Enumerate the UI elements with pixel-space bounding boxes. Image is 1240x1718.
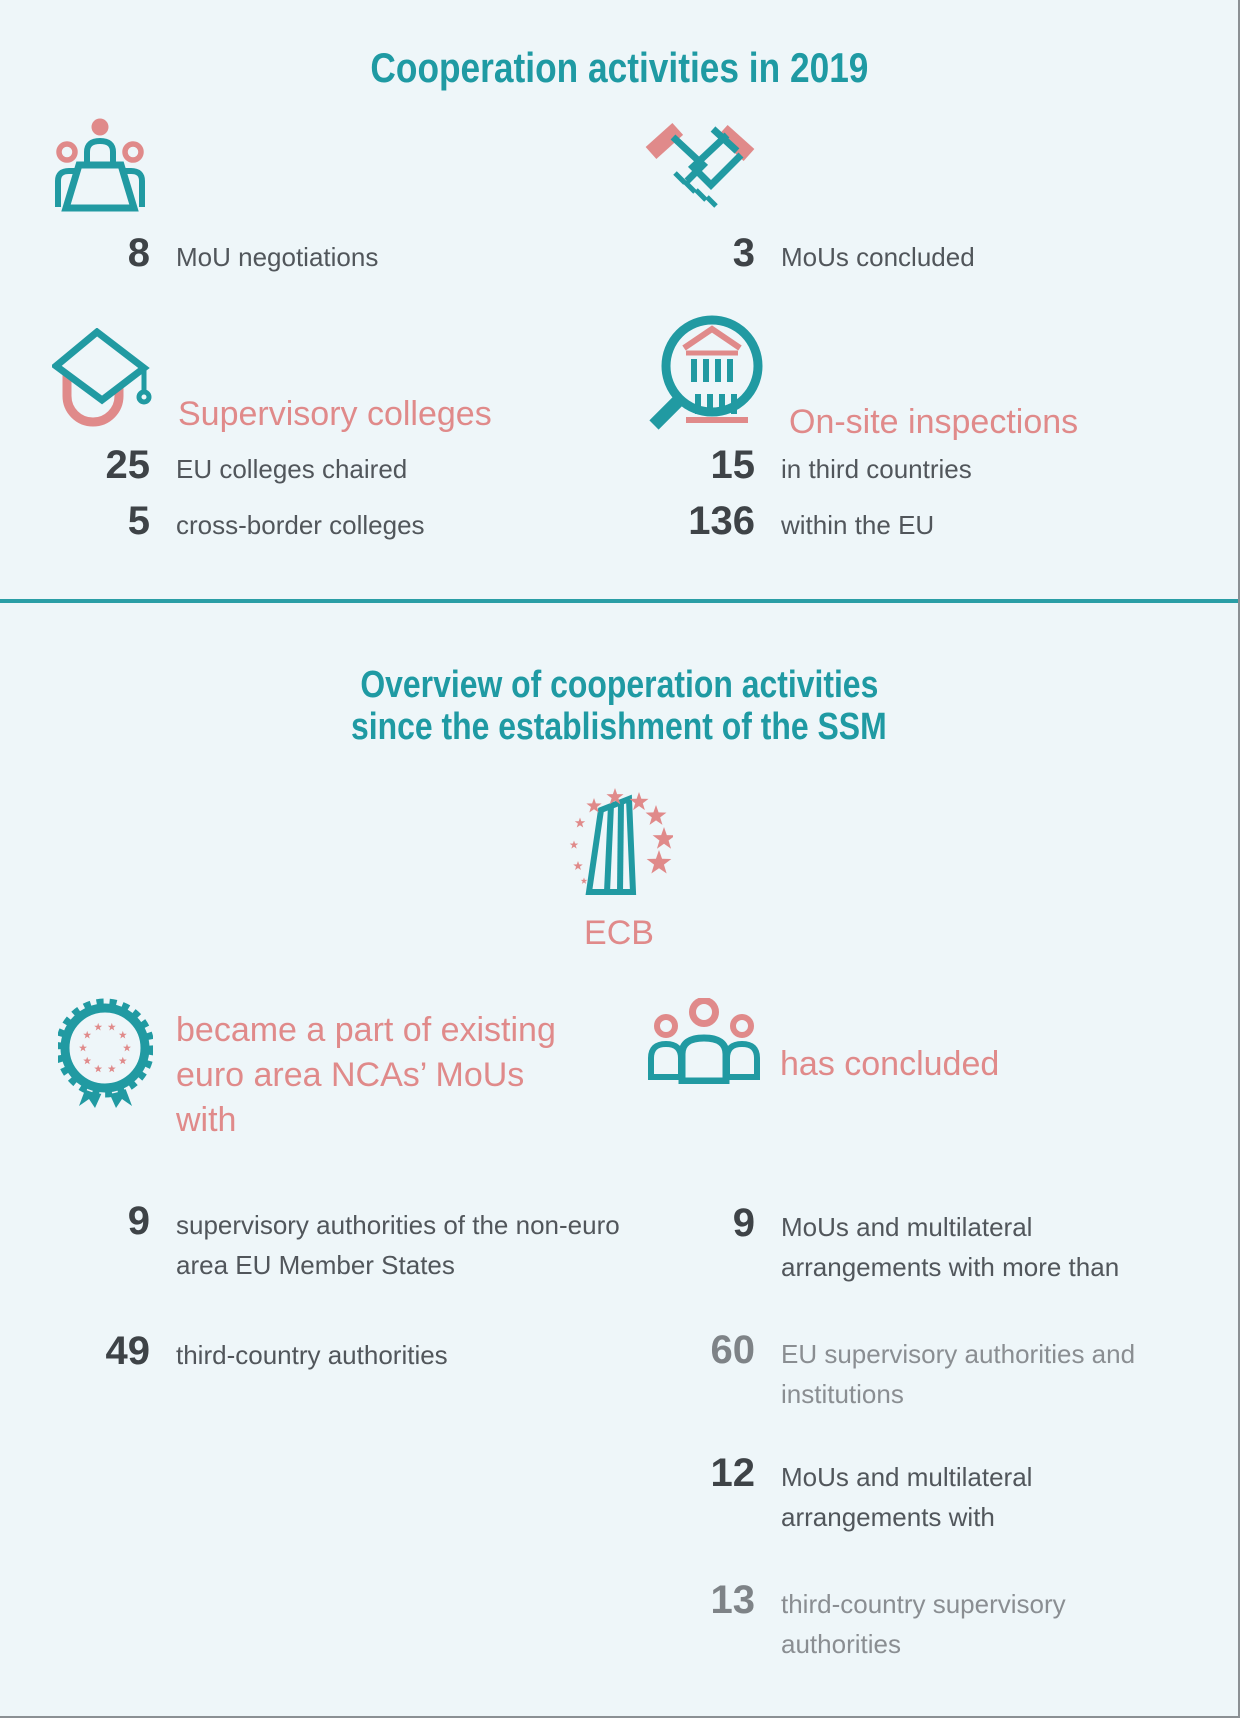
stat-eu-colleges-chaired [0, 445, 620, 489]
stat-mous-multilateral-9 [620, 1203, 1240, 1287]
stat-value: 9 [127, 1199, 150, 1243]
stat-label: EU colleges chaired [176, 454, 408, 484]
stat-value: 25 [105, 443, 150, 487]
stat-value: 9 [732, 1201, 755, 1245]
stat-value: 3 [732, 231, 755, 275]
ssm-section-title [0, 664, 1238, 748]
stat-mou-negotiations [0, 233, 620, 277]
people-group-icon [648, 998, 760, 1084]
rosette-icon [58, 998, 153, 1108]
stat-label: MoUs concluded [781, 242, 975, 272]
stat-non-euro-authorities [0, 1201, 620, 1285]
graduation-cap-icon [52, 328, 152, 428]
became-part-line2: euro area NCAs’ MoUs [176, 1056, 525, 1094]
meeting-icon [50, 115, 150, 215]
stat-label: MoUs and multilateral arrangements with more than [781, 1212, 1120, 1282]
stat-value: 12 [710, 1451, 755, 1495]
stat-inspections-within-eu [620, 501, 1240, 545]
stat-value: 8 [127, 231, 150, 275]
stat-label: MoU negotiations [176, 242, 379, 272]
stat-label: EU supervisory authorities and institutions [781, 1339, 1136, 1409]
has-concluded-header: has concluded [780, 1045, 1000, 1083]
became-part-line3: with [176, 1101, 237, 1139]
ecb-tower-icon [563, 788, 673, 903]
stat-label: MoUs and multilateral arrangements with [781, 1462, 1033, 1532]
stat-label: in third countries [781, 454, 972, 484]
stat-value: 60 [710, 1328, 755, 1372]
magnifier-building-icon [640, 296, 775, 431]
stat-third-country-authorities [0, 1331, 620, 1375]
stat-label: third-country supervisory authorities [781, 1589, 1066, 1659]
stat-label: within the EU [781, 510, 935, 540]
ecb-label: ECB [584, 914, 654, 952]
stat-eu-supervisory-authorities-60 [620, 1330, 1240, 1414]
stat-mous-concluded [620, 233, 1240, 277]
stat-inspections-third-countries [620, 445, 1240, 489]
handshake-icon [645, 115, 755, 210]
stat-value: 136 [688, 499, 755, 543]
stat-mous-multilateral-12 [620, 1453, 1240, 1537]
stat-cross-border-colleges [0, 501, 620, 545]
onsite-inspections-header: On-site inspections [789, 403, 1079, 441]
stat-third-country-supervisory-13 [620, 1580, 1240, 1664]
stat-value: 49 [105, 1329, 150, 1373]
ssm-title-line1: Overview of cooperation activities [360, 664, 878, 706]
stat-value: 13 [710, 1578, 755, 1622]
supervisory-colleges-header: Supervisory colleges [178, 395, 492, 433]
became-part-header [176, 1008, 556, 1143]
stat-value: 15 [710, 443, 755, 487]
ssm-title-line2: since the establishment of the SSM [351, 706, 887, 748]
stat-label: third-country authorities [176, 1340, 448, 1370]
page-title: Cooperation activities in 2019 [369, 44, 869, 91]
section-divider [0, 599, 1238, 603]
stat-value: 5 [127, 499, 150, 543]
stat-label: cross-border colleges [176, 510, 425, 540]
stat-label: supervisory authorities of the non-euro area EU Member States [176, 1210, 620, 1280]
became-part-line1: became a part of existing [176, 1011, 556, 1049]
